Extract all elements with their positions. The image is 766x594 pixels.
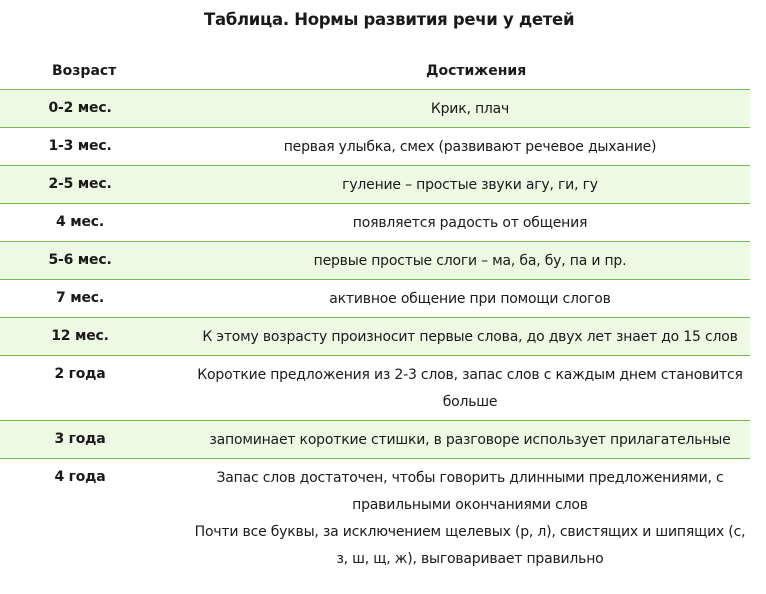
achievement-text: Короткие предложения из 2-3 слов, запас слов с каждым днем становится больше: [197, 367, 743, 410]
achievement-text: активное общение при помощи слогов: [329, 291, 611, 307]
age-cell: 5-6 мес.: [48, 252, 112, 268]
achievement-cell: [190, 210, 750, 237]
table-row: [0, 127, 750, 165]
achievement-text: первая улыбка, смех (развивают речевое дыхание): [283, 139, 657, 155]
table-row: [0, 420, 750, 458]
table-row: [0, 458, 750, 578]
achievement-text: первые простые слоги – ма, ба, бу, па и пр.: [313, 253, 627, 269]
table-row: [0, 241, 750, 279]
age-cell: 12 мес.: [51, 328, 109, 344]
achievement-text: появляется радость от общения: [352, 215, 588, 231]
table-row: [0, 317, 750, 355]
age-cell: 3 года: [54, 431, 106, 447]
achievement-cell: [190, 172, 750, 199]
achievement-cell: [190, 427, 750, 454]
achievement-cell: [190, 286, 750, 313]
achievement-cell: [190, 465, 750, 573]
column-header-age: Возраст: [52, 63, 117, 79]
achievement-text: Крик, плач: [430, 101, 510, 117]
achievement-text: гуление – простые звуки агу, ги, гу: [342, 177, 598, 193]
age-cell: 0-2 мес.: [48, 100, 112, 116]
speech-norms-table: [0, 89, 750, 578]
achievement-cell: [190, 324, 750, 351]
table-row: [0, 89, 750, 127]
age-cell: 1-3 мес.: [48, 138, 112, 154]
table-row: [0, 279, 750, 317]
age-cell: 4 года: [54, 469, 106, 485]
table-row: [0, 165, 750, 203]
table-row: [0, 203, 750, 241]
age-cell: 2 года: [54, 366, 106, 382]
achievement-cell: [190, 362, 750, 416]
table-caption: Таблица. Нормы развития речи у детей: [204, 10, 575, 29]
achievement-cell: [190, 248, 750, 275]
table-row: [0, 355, 750, 420]
column-header-achievements: Достижения: [426, 63, 527, 79]
achievement-cell: [190, 96, 750, 123]
achievement-text: Почти все буквы, за исключением щелевых (р, л), свистящих и шипящих (с, з, ш, щ, ж), выговаривает правильно: [194, 524, 746, 567]
achievement-text: Запас слов достаточен, чтобы говорить длинными предложениями, с правильными окончаниями слов: [216, 470, 724, 513]
age-cell: 4 мес.: [56, 214, 104, 230]
age-cell: 7 мес.: [56, 290, 104, 306]
achievement-cell: [190, 134, 750, 161]
achievement-text: К этому возрасту произносит первые слова, до двух лет знает до 15 слов: [202, 329, 738, 345]
achievement-text: запоминает короткие стишки, в разговоре использует прилагательные: [209, 432, 731, 448]
age-cell: 2-5 мес.: [48, 176, 112, 192]
